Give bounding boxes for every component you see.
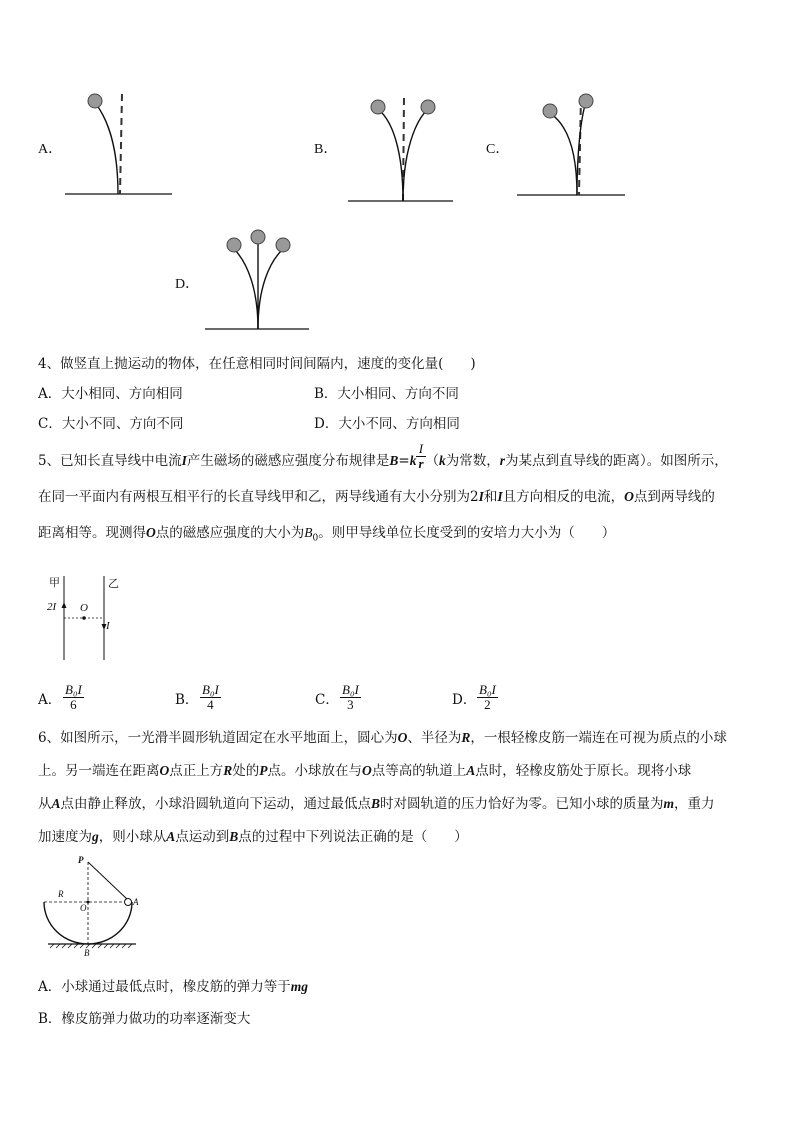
fig-option-d-label: D． xyxy=(175,277,200,292)
q5-option-a-numerator: B₀I xyxy=(65,682,82,697)
q5-text: 和 xyxy=(483,489,498,505)
q5-current-symbol: I xyxy=(497,489,503,504)
q5-fig-o: O xyxy=(80,602,88,614)
q5-fig-i: I xyxy=(106,620,110,632)
q5-text: 为某点到直导线的距离）。如图所示， xyxy=(505,453,728,469)
q6-fig-r: R xyxy=(58,889,64,899)
q6-text: 从 xyxy=(38,796,52,812)
q4-option-d: D．大小不同、方向相同 xyxy=(314,416,460,432)
option-c-figure xyxy=(515,90,627,202)
q5-option-a-label: A． xyxy=(38,692,62,708)
q6-text: 加速度为 xyxy=(38,829,92,845)
q5-current-symbol: I xyxy=(181,453,187,468)
q5-text: 5、已知长直导线中电流 xyxy=(38,453,182,469)
option-b-figure xyxy=(345,92,455,204)
q6-text: 上。另一端连在距离 xyxy=(38,763,160,779)
q5-line-2 xyxy=(38,489,715,505)
q5-text: 在同一平面内有两根互相平行的长直导线甲和乙，两导线通有大小分别为2 xyxy=(38,489,479,505)
q6-line-3 xyxy=(38,796,715,812)
q4-option-c: C．大小不同、方向不同 xyxy=(38,416,184,432)
q5-text: 为常数， xyxy=(445,453,500,469)
q5-text: 点的磁感应强度的大小为 xyxy=(155,525,305,541)
q5-option-d-denominator: 2 xyxy=(484,697,491,712)
q6-point-p: P xyxy=(259,763,268,778)
q5-formula-b: B xyxy=(389,453,399,468)
q6-point-o: O xyxy=(159,763,170,778)
fig-option-c-label: C． xyxy=(486,142,510,157)
q5-option-b-numerator: B₀I xyxy=(202,682,219,697)
q6-mass-m: m xyxy=(663,796,675,811)
q6-text: 点正上方 xyxy=(169,763,224,779)
q6-text: 点由静止释放，小球沿圆轨道向下运动，通过最低点 xyxy=(60,796,372,812)
q5-option-a-denominator: 6 xyxy=(70,697,77,712)
q5-formula-k: k xyxy=(409,453,417,468)
q5-option-d-label: D． xyxy=(452,692,477,708)
q6-text: 、半径为 xyxy=(407,730,462,746)
q6-gravity-g: g xyxy=(92,829,99,844)
q5-option-b-denominator: 4 xyxy=(207,697,214,712)
q6-option-a xyxy=(38,979,308,995)
q6-option-a-mg: mg xyxy=(290,979,309,994)
q6-point-a: A xyxy=(51,796,61,811)
q5-fig-yi: 乙 xyxy=(108,577,119,590)
q5-option-c-numerator: B₀I xyxy=(342,682,359,697)
q6-line-4 xyxy=(38,829,468,845)
q6-text: 点等高的轨道上 xyxy=(371,763,467,779)
q5-r-symbol: r xyxy=(499,453,506,468)
q6-text: 6、如图所示，一光滑半圆形轨道固定在水平地面上，圆心为 xyxy=(38,730,398,746)
option-a-figure xyxy=(60,88,175,200)
q5-option-c-fraction xyxy=(340,683,361,712)
q5-b0-subscript: 0 xyxy=(312,533,319,544)
q5-text: 产生磁场的磁感应强度分布规律是 xyxy=(186,453,390,469)
q5-option-c-denominator: 3 xyxy=(347,697,354,712)
q6-text: ，一根轻橡皮筋一端连在可视为质点的小球 xyxy=(470,730,727,746)
q6-point-o: O xyxy=(362,763,372,778)
q6-fig-a: A xyxy=(133,897,139,907)
q6-option-a-text: A．小球通过最低点时，橡皮筋的弹力等于 xyxy=(38,979,291,995)
q5-text: 且方向相反的电流， xyxy=(502,489,625,505)
q6-fig-o: O xyxy=(80,903,87,913)
q5-point-o: O xyxy=(146,525,156,540)
q5-formula-eq: = xyxy=(398,453,410,469)
q5-option-d-numerator: B₀I xyxy=(479,682,496,697)
q4-option-b: B．大小相同、方向不同 xyxy=(314,386,459,402)
q4-stem: 4、做竖直上抛运动的物体，在任意相同时间间隔内，速度的变化量( ) xyxy=(38,356,476,372)
q6-text: 点时，轻橡皮筋处于原长。现将小球 xyxy=(475,763,692,779)
q6-point-a: A xyxy=(166,829,176,844)
q5-option-b-fraction xyxy=(200,683,221,712)
q5-option-d-fraction xyxy=(477,683,498,712)
q6-text: 时对圆轨道的压力恰好为零。已知小球的质量为 xyxy=(380,796,664,812)
q6-line-2 xyxy=(38,763,691,779)
q5-line-1 xyxy=(38,441,728,471)
q5-text: （ xyxy=(425,453,439,469)
q5-option-b-label: B． xyxy=(175,692,199,708)
q6-text: ，则小球从 xyxy=(98,829,167,845)
q5-text: 点到两导线的 xyxy=(633,489,715,505)
q6-option-b: B．橡皮筋弹力做功的功率逐渐变大 xyxy=(38,1011,251,1027)
q5-point-o: O xyxy=(624,489,634,504)
q6-point-o: O xyxy=(397,730,408,745)
q5-fig-jia: 甲 xyxy=(49,576,60,589)
q6-point-a: A xyxy=(466,763,476,778)
q6-line-1 xyxy=(38,730,727,746)
q5-line-3 xyxy=(38,525,615,547)
q6-text: 点。小球放在与 xyxy=(267,763,363,779)
q6-text: 点运动到 xyxy=(175,829,230,845)
q5-text: 距离相等。现测得 xyxy=(38,525,146,541)
q5-formula-fraction xyxy=(416,442,425,471)
q6-fig-b: B xyxy=(84,948,90,958)
q5-option-a-fraction xyxy=(63,683,84,712)
q5-text: 。则甲导线单位长度受到的安培力大小为（ ） xyxy=(318,525,616,541)
q6-point-b: B xyxy=(229,829,239,844)
q6-radius-r: R xyxy=(461,730,471,745)
fig-option-b-label: B． xyxy=(314,142,338,157)
fig-option-a-label: A． xyxy=(38,142,63,157)
q6-radius-r: R xyxy=(223,763,233,778)
q6-text: ，重力 xyxy=(674,796,715,812)
q6-text: 点的过程中下列说法正确的是（ ） xyxy=(238,829,468,845)
q6-point-b: B xyxy=(371,796,381,811)
q5-b0-symbol: B xyxy=(304,525,313,540)
q5-formula-denominator: r xyxy=(418,456,424,471)
q5-k-symbol: k xyxy=(439,453,446,468)
option-d-figure xyxy=(203,228,311,334)
q5-fig-2i: 2I xyxy=(47,601,57,613)
q4-option-a: A．大小相同、方向相同 xyxy=(38,386,183,402)
q6-text: 处的 xyxy=(232,763,260,779)
q6-fig-p: P xyxy=(78,855,84,865)
q5-current-symbol: I xyxy=(478,489,484,504)
q5-option-c-label: C． xyxy=(315,692,339,708)
q5-formula-numerator: I xyxy=(416,442,425,457)
